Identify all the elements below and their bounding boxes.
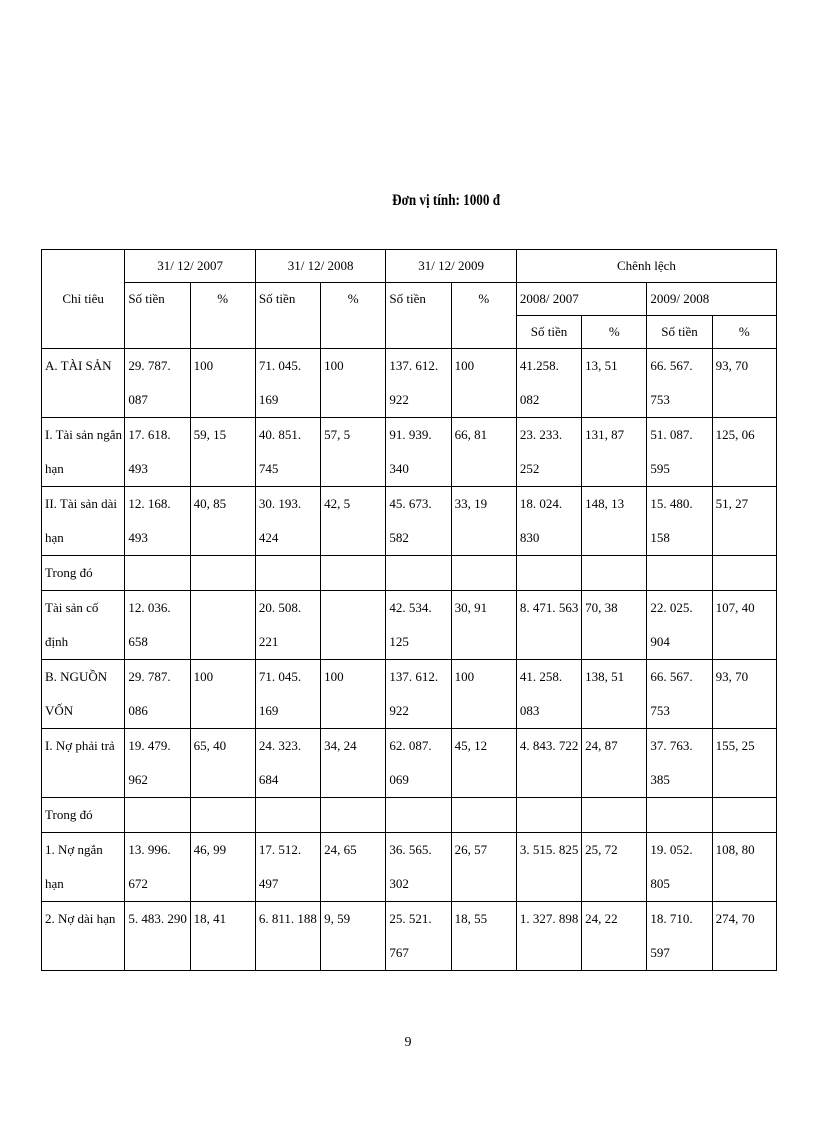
- amount-cell: 5. 483. 290: [125, 902, 190, 971]
- amount-cell: 29. 787. 086: [125, 660, 190, 729]
- amount-cell: 20. 508. 221: [255, 591, 320, 660]
- percent-cell: [451, 798, 516, 833]
- amount-cell: 36. 565. 302: [386, 833, 451, 902]
- percent-cell: 93, 70: [712, 660, 776, 729]
- percent-cell: 93, 70: [712, 349, 776, 418]
- table-row: [42, 591, 777, 660]
- row-label: Tài sản cố định: [42, 591, 125, 660]
- percent-cell: 30, 91: [451, 591, 516, 660]
- diff-2008-2007-header: 2008/ 2007: [516, 283, 647, 316]
- percent-cell: 100: [451, 660, 516, 729]
- percent-cell: 34, 24: [321, 729, 386, 798]
- amount-cell: [516, 556, 581, 591]
- percent-cell: 155, 25: [712, 729, 776, 798]
- percent-header: %: [190, 283, 255, 349]
- amount-cell: 40. 851. 745: [255, 418, 320, 487]
- percent-cell: [582, 798, 647, 833]
- percent-cell: 148, 13: [582, 487, 647, 556]
- amount-cell: [255, 798, 320, 833]
- amount-cell: 15. 480. 158: [647, 487, 712, 556]
- amount-cell: 12. 036. 658: [125, 591, 190, 660]
- diff-2009-2008-header: 2009/ 2008: [647, 283, 777, 316]
- amount-cell: 22. 025. 904: [647, 591, 712, 660]
- page-number: 9: [404, 1035, 412, 1050]
- row-label: 1. Nợ ngắn hạn: [42, 833, 125, 902]
- percent-header: %: [451, 283, 516, 349]
- unit-line: Đơn vị tính: 1000 đ: [392, 192, 500, 209]
- amount-cell: 137. 612. 922: [386, 660, 451, 729]
- amount-cell: 41. 258. 083: [516, 660, 581, 729]
- indicator-header: Chỉ tiêu: [42, 250, 125, 349]
- balance-table: [41, 249, 777, 971]
- percent-cell: [190, 556, 255, 591]
- amount-cell: 19. 479. 962: [125, 729, 190, 798]
- amount-cell: 42. 534. 125: [386, 591, 451, 660]
- table-row: [42, 556, 777, 591]
- period-2007-header: 31/ 12/ 2007: [125, 250, 256, 283]
- percent-cell: 25, 72: [582, 833, 647, 902]
- amount-header: Số tiền: [255, 283, 320, 349]
- percent-cell: 65, 40: [190, 729, 255, 798]
- percent-cell: 42, 5: [321, 487, 386, 556]
- table-row: [42, 660, 777, 729]
- row-label: I. Nợ phải trả: [42, 729, 125, 798]
- percent-cell: 100: [451, 349, 516, 418]
- amount-cell: [255, 556, 320, 591]
- amount-cell: 24. 323. 684: [255, 729, 320, 798]
- percent-cell: 70, 38: [582, 591, 647, 660]
- amount-cell: 4. 843. 722: [516, 729, 581, 798]
- percent-header: %: [582, 316, 647, 349]
- percent-cell: [582, 556, 647, 591]
- table-row: [42, 729, 777, 798]
- amount-cell: [386, 556, 451, 591]
- percent-cell: [321, 798, 386, 833]
- amount-cell: 71. 045. 169: [255, 349, 320, 418]
- amount-cell: 18. 024. 830: [516, 487, 581, 556]
- table-row: [42, 349, 777, 418]
- percent-cell: 57, 5: [321, 418, 386, 487]
- percent-cell: 100: [321, 660, 386, 729]
- amount-cell: [647, 798, 712, 833]
- percent-cell: 66, 81: [451, 418, 516, 487]
- amount-cell: 17. 512. 497: [255, 833, 320, 902]
- percent-cell: [190, 591, 255, 660]
- amount-cell: 91. 939. 340: [386, 418, 451, 487]
- amount-cell: 6. 811. 188: [255, 902, 320, 971]
- percent-header: %: [712, 316, 776, 349]
- percent-cell: 100: [190, 660, 255, 729]
- percent-cell: 138, 51: [582, 660, 647, 729]
- percent-cell: 9, 59: [321, 902, 386, 971]
- row-label: 2. Nợ dài hạn: [42, 902, 125, 971]
- percent-cell: [712, 556, 776, 591]
- amount-cell: 37. 763. 385: [647, 729, 712, 798]
- amount-cell: 13. 996. 672: [125, 833, 190, 902]
- amount-cell: 8. 471. 563: [516, 591, 581, 660]
- amount-cell: 137. 612. 922: [386, 349, 451, 418]
- percent-cell: 46, 99: [190, 833, 255, 902]
- amount-cell: [516, 798, 581, 833]
- table-row: [42, 833, 777, 902]
- percent-header: %: [321, 283, 386, 349]
- percent-cell: 24, 87: [582, 729, 647, 798]
- percent-cell: [190, 798, 255, 833]
- percent-cell: 26, 57: [451, 833, 516, 902]
- row-label: II. Tài sản dài hạn: [42, 487, 125, 556]
- row-label: I. Tài sản ngắn hạn: [42, 418, 125, 487]
- percent-cell: 51, 27: [712, 487, 776, 556]
- row-label: A. TÀI SẢN: [42, 349, 125, 418]
- percent-cell: [321, 591, 386, 660]
- row-label: B. NGUỒN VỐN: [42, 660, 125, 729]
- amount-cell: 18. 710. 597: [647, 902, 712, 971]
- amount-cell: 51. 087. 595: [647, 418, 712, 487]
- percent-cell: 24, 22: [582, 902, 647, 971]
- percent-cell: 100: [321, 349, 386, 418]
- percent-cell: 33, 19: [451, 487, 516, 556]
- percent-cell: 18, 55: [451, 902, 516, 971]
- percent-cell: 274, 70: [712, 902, 776, 971]
- percent-cell: 59, 15: [190, 418, 255, 487]
- amount-cell: 62. 087. 069: [386, 729, 451, 798]
- amount-cell: 3. 515. 825: [516, 833, 581, 902]
- percent-cell: 131, 87: [582, 418, 647, 487]
- amount-cell: [125, 798, 190, 833]
- table-row: [42, 418, 777, 487]
- amount-cell: 66. 567. 753: [647, 660, 712, 729]
- row-label: Trong đó: [42, 556, 125, 591]
- amount-header: Số tiền: [516, 316, 581, 349]
- period-2009-header: 31/ 12/ 2009: [386, 250, 517, 283]
- amount-cell: 66. 567. 753: [647, 349, 712, 418]
- amount-cell: 71. 045. 169: [255, 660, 320, 729]
- percent-cell: [451, 556, 516, 591]
- amount-header: Số tiền: [647, 316, 712, 349]
- amount-cell: 29. 787. 087: [125, 349, 190, 418]
- percent-cell: 107, 40: [712, 591, 776, 660]
- percent-cell: 125, 06: [712, 418, 776, 487]
- percent-cell: 100: [190, 349, 255, 418]
- table-row: [42, 798, 777, 833]
- amount-cell: [647, 556, 712, 591]
- amount-cell: 45. 673. 582: [386, 487, 451, 556]
- amount-cell: 17. 618. 493: [125, 418, 190, 487]
- amount-cell: 41.258. 082: [516, 349, 581, 418]
- amount-header: Số tiền: [125, 283, 190, 349]
- table-header: [42, 250, 777, 349]
- amount-cell: 19. 052. 805: [647, 833, 712, 902]
- amount-cell: 30. 193. 424: [255, 487, 320, 556]
- table-row: [42, 487, 777, 556]
- amount-cell: 12. 168. 493: [125, 487, 190, 556]
- table-body: [42, 349, 777, 971]
- amount-cell: 25. 521. 767: [386, 902, 451, 971]
- period-2008-header: 31/ 12/ 2008: [255, 250, 386, 283]
- amount-header: Số tiền: [386, 283, 451, 349]
- amount-cell: 23. 233. 252: [516, 418, 581, 487]
- percent-cell: [712, 798, 776, 833]
- percent-cell: 24, 65: [321, 833, 386, 902]
- table-row: [42, 902, 777, 971]
- percent-cell: 40, 85: [190, 487, 255, 556]
- percent-cell: 45, 12: [451, 729, 516, 798]
- amount-cell: [386, 798, 451, 833]
- percent-cell: [321, 556, 386, 591]
- row-label: Trong đó: [42, 798, 125, 833]
- difference-header: Chênh lệch: [516, 250, 776, 283]
- percent-cell: 13, 51: [582, 349, 647, 418]
- percent-cell: 108, 80: [712, 833, 776, 902]
- amount-cell: 1. 327. 898: [516, 902, 581, 971]
- percent-cell: 18, 41: [190, 902, 255, 971]
- amount-cell: [125, 556, 190, 591]
